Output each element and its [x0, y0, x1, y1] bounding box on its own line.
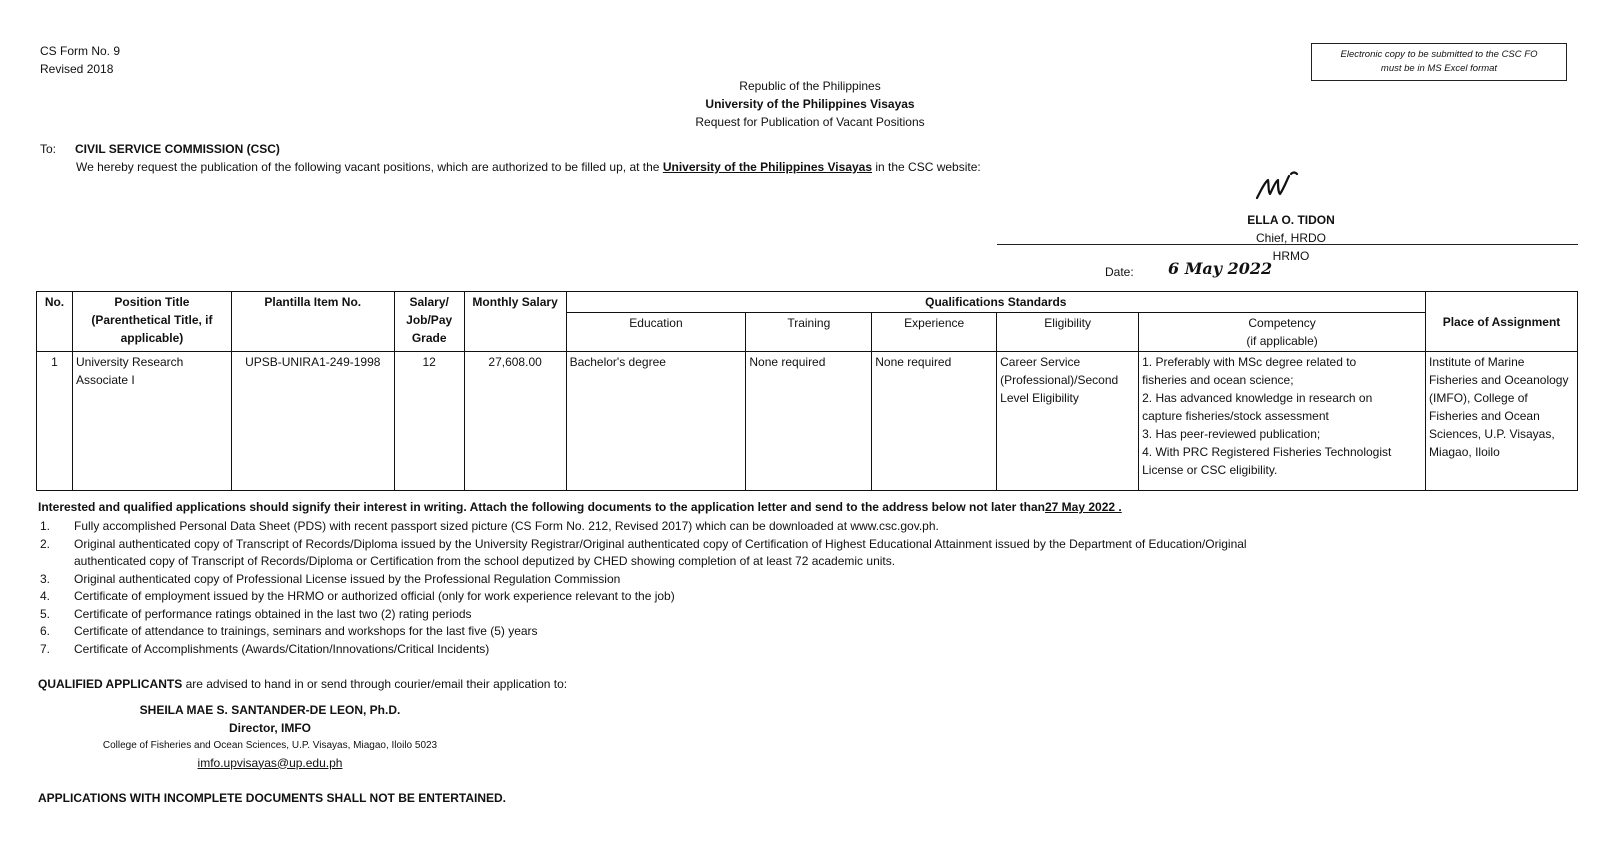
header-qualifications: Qualifications Standards	[566, 292, 1425, 313]
contact-address-block	[60, 702, 480, 772]
list-item-number: 7.	[40, 641, 51, 656]
list-item-text: Fully accomplished Personal Data Sheet (PDS) with recent passport sized picture (CS Form No. 212, Revised 2017) which can be downloaded at www.csc.gov.ph.	[74, 519, 939, 533]
header-plantilla: Plantilla Item No.	[231, 292, 394, 352]
competency-line: 1. Preferably with MSc degree related to	[1142, 355, 1357, 369]
cell-eligibility: Career Service (Professional)/Second Level Eligibility	[997, 352, 1139, 491]
vacancy-table	[36, 291, 1578, 491]
competency-line: fisheries and ocean science;	[1142, 373, 1294, 387]
contact-email: imfo.upvisayas@up.edu.ph	[197, 755, 343, 770]
cell-training: None required	[746, 352, 872, 491]
cell-experience: None required	[872, 352, 997, 491]
list-item	[40, 571, 1440, 589]
contact-name: SHEILA MAE S. SANTANDER-DE LEON, Ph.D.	[139, 703, 401, 717]
signatory-title: Chief, HRDO	[1255, 231, 1326, 245]
list-item-number: 5.	[40, 606, 51, 621]
republic-line: Republic of the Philippines	[739, 79, 881, 93]
table-row	[37, 352, 1578, 491]
handwritten-date: 6 May 2022	[1168, 259, 1273, 278]
form-number: CS Form No. 9	[40, 44, 121, 58]
cell-education: Bachelor's degree	[566, 352, 746, 491]
header-competency	[1139, 313, 1426, 352]
list-item	[40, 536, 1440, 554]
header-position-title	[72, 292, 231, 352]
to-label: To:	[40, 142, 57, 156]
request-text-after: in the CSC website:	[875, 160, 981, 174]
list-item-text: authenticated copy of Transcript of Records/Diploma or Certification from the school deputized by CHED showing completion of at least 72 academic units.	[74, 554, 896, 568]
qualified-label: QUALIFIED APPLICANTS	[38, 677, 183, 691]
request-text-before: We hereby request the publication of the following vacant positions, which are authorized to be filled up, at the	[76, 160, 660, 174]
contact-address: College of Fisheries and Ocean Sciences, U.P. Visayas, Miagao, Iloilo 5023	[102, 740, 438, 751]
qualified-text: are advised to hand in or send through courier/email their application to:	[185, 677, 568, 691]
header-training: Training	[746, 313, 872, 352]
document-subtitle: Request for Publication of Vacant Positions	[695, 115, 925, 129]
cell-competency	[1139, 352, 1426, 491]
contact-title: Director, IMFO	[228, 720, 311, 735]
cell-position-title: University Research Associate I	[72, 352, 231, 491]
signatory-block	[1196, 211, 1386, 265]
list-item	[40, 518, 1440, 536]
deadline-text: Interested and qualified applications should signify their interest in writing. Attach the following documents to the application letter and send to the address below not later than	[38, 500, 1045, 514]
header-competency-main: Competency	[1248, 316, 1316, 330]
header-experience: Experience	[872, 313, 997, 352]
list-item	[40, 641, 1440, 659]
notice-line-2: must be in MS Excel format	[1380, 63, 1498, 74]
cell-monthly-salary: 27,608.00	[464, 352, 566, 491]
list-item	[40, 588, 1440, 606]
handwritten-signature	[1255, 168, 1303, 202]
header-no: No.	[37, 292, 73, 352]
deadline-statement	[38, 500, 1122, 514]
request-statement	[76, 160, 981, 174]
incomplete-documents-warning: APPLICATIONS WITH INCOMPLETE DOCUMENTS SHALL NOT BE ENTERTAINED.	[38, 791, 506, 805]
header-competency-sub: (if applicable)	[1246, 334, 1318, 348]
date-label: Date:	[1105, 265, 1134, 279]
document-header	[560, 77, 1060, 131]
notice-line-1: Electronic copy to be submitted to the CSC FO	[1340, 49, 1538, 60]
addressee-line	[40, 142, 280, 156]
signatory-name: ELLA O. TIDON	[1247, 213, 1335, 227]
list-item-number: 1.	[40, 519, 51, 533]
header-position-title-sub: (Parenthetical Title, if applicable)	[91, 313, 213, 345]
addressee-name: CIVIL SERVICE COMMISSION (CSC)	[75, 142, 280, 156]
signature-divider	[997, 244, 1578, 245]
list-item-number	[40, 553, 74, 571]
competency-line: 4. With PRC Registered Fisheries Technologist	[1142, 445, 1392, 459]
list-item-text: Original authenticated copy of Transcript of Records/Diploma issued by the University Registrar/Original authenticated copy of Certification of Highest Educational Attainment issued by the Department of Education/Original	[74, 536, 1247, 551]
competency-line: 3. Has peer-reviewed publication;	[1142, 427, 1321, 441]
competency-line: License or CSC eligibility.	[1142, 463, 1278, 477]
header-eligibility: Eligibility	[997, 313, 1139, 352]
agency-name: University of the Philippines Visayas	[705, 97, 915, 111]
header-position-title-main: Position Title	[114, 295, 190, 309]
electronic-copy-notice	[1311, 43, 1567, 81]
list-item-text: Original authenticated copy of Professional License issued by the Professional Regulation Commission	[74, 571, 621, 586]
cell-salary-grade: 12	[394, 352, 464, 491]
table-header-row-1	[37, 292, 1578, 313]
list-item	[40, 553, 1440, 571]
list-item-number: 3.	[40, 571, 51, 586]
requirements-list	[40, 518, 1440, 658]
competency-line: capture fisheries/stock assessment	[1142, 409, 1329, 423]
header-salary-grade: Salary/ Job/Pay Grade	[394, 292, 464, 352]
list-item	[40, 606, 1440, 624]
form-identifier	[40, 42, 120, 78]
list-item-number: 4.	[40, 589, 51, 603]
cell-plantilla: UPSB-UNIRA1-249-1998	[231, 352, 394, 491]
cell-no: 1	[37, 352, 73, 491]
request-agency: University of the Philippines Visayas	[662, 160, 873, 174]
list-item-number: 2.	[40, 536, 51, 551]
list-item-text: Certificate of performance ratings obtained in the last two (2) rating periods	[74, 606, 472, 621]
list-item	[40, 623, 1440, 641]
header-place: Place of Assignment	[1426, 292, 1578, 352]
form-revision: Revised 2018	[40, 62, 114, 76]
signatory-office: HRMO	[1272, 249, 1310, 263]
competency-line: 2. Has advanced knowledge in research on	[1142, 391, 1373, 405]
list-item-text: Certificate of Accomplishments (Awards/Citation/Innovations/Critical Incidents)	[74, 641, 490, 656]
qualified-applicants-note	[38, 677, 567, 691]
header-education: Education	[566, 313, 746, 352]
list-item-text: Certificate of attendance to trainings, seminars and workshops for the last five (5) years	[74, 624, 538, 638]
cell-place: Institute of Marine Fisheries and Oceanology (IMFO), College of Fisheries and Ocean Sciences, U.P. Visayas, Miagao, Iloilo	[1426, 352, 1578, 491]
list-item-number: 6.	[40, 624, 51, 638]
header-monthly-salary: Monthly Salary	[464, 292, 566, 352]
list-item-text: Certificate of employment issued by the HRMO or authorized official (only for work experience relevant to the job)	[74, 589, 675, 603]
deadline-date: 27 May 2022 .	[1045, 500, 1122, 514]
